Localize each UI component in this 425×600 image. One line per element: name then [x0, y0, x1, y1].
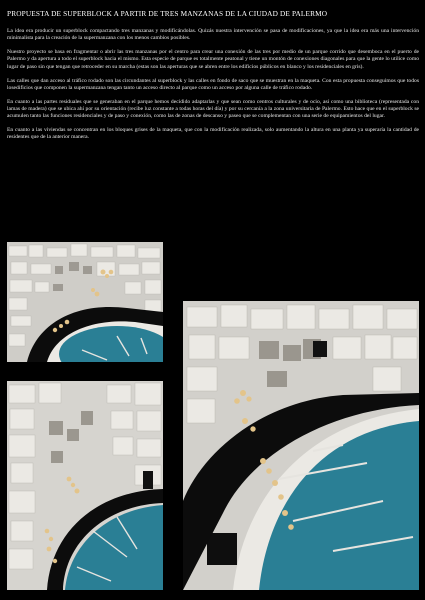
model-photo-perspective-image	[183, 301, 419, 590]
paragraph: Nuestro proyecto se basa en fragmentar o abrir las tres manzanas por el centro para crear una conexión de las tres por medio de un parque corrido que desemboca en el puerto de Palermo y da apertura a todo el superblock hacia el mismo. Esta especie de parque es totalmente peatonal y tiene un montón de conexiones diagonales para que la gente lo utilice como lugar de paso sin que tengan que retroceder en su marcha (estas son las aperturas que se abren entre los edificios públicos en blanco y los residenciales en gris).	[7, 49, 419, 70]
body-text	[7, 28, 419, 148]
model-photo-detail-image	[7, 381, 163, 590]
model-photo-detail	[7, 381, 163, 590]
paragraph: Las calles que dan acceso al tráfico rodado son las circundantes al superblock y las calles en fondo de saco que se muestran en la maqueta. Con esta propuesta conseguimos que todos losedificios que componen la supermanzana tengan tanto un acceso directo al parque como un acceso por alguna calle de tráfico rodado.	[7, 77, 419, 91]
paragraph: La idea era producir un superblock compactando tres manzanas y modificándolas. Quizás nuestra intervención se pasa de modificaciones, ya que la idea era más una intervención minimalista para la creación de la supermanzana con los menos cambios posibles.	[7, 28, 419, 42]
paragraph: En cuanto a las viviendas se concentran en los bloques grises de la maqueta, que con la modificación realizada, solo aumentando la altura en una planta ya superaría la cantidad de residentes que de la anterior manera.	[7, 127, 419, 141]
page-title: PROPUESTA DE SUPERBLOCK A PARTIR DE TRES MANZANAS DE LA CIUDAD DE PALERMO	[7, 9, 328, 18]
model-photo-aerial	[7, 242, 163, 362]
model-photo-aerial-image	[7, 242, 163, 362]
model-photo-perspective	[183, 301, 419, 590]
paragraph: En cuanto a las partes residuales que se generaban en el parque hemos decidido adaptarlas y que sean como centros culturales y de ocio, así como una biblioteca (representada con lamas de madera) que se ubica ahí por su orientación (recibe luz constante a todas horas del día) y por su cercanía a la zona universitaria de Palermo. Esto hace que en el superblock se acumulen tanto las funciones residenciales y de paso y conexión, como las de zonas de descanso y paseo que se complementan con una serie de equipamientos del lugar.	[7, 98, 419, 120]
